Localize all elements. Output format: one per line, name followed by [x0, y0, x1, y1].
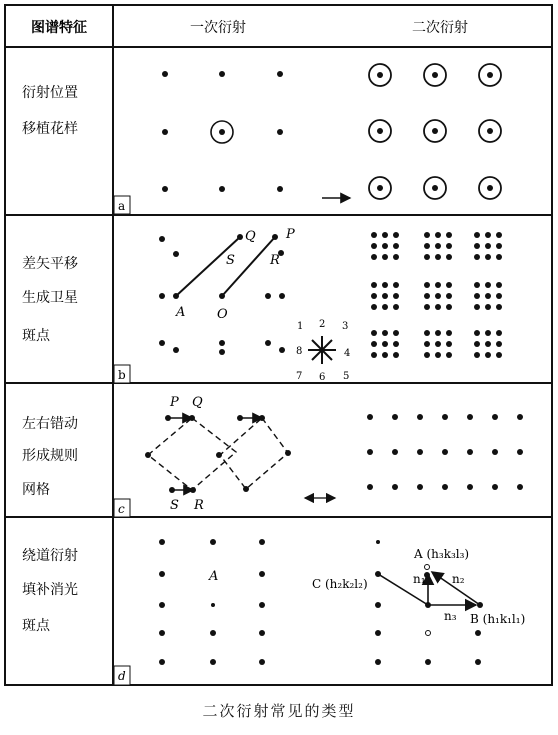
satellite-dot — [485, 232, 491, 238]
satellite-dot — [446, 254, 452, 260]
satellite-dot — [435, 304, 441, 310]
star-label-5: 5 — [343, 371, 350, 382]
label-O: O — [217, 307, 228, 322]
grid-dot — [392, 414, 398, 420]
grid-dot — [492, 449, 498, 455]
row-d-label-n1: n₁ — [413, 572, 426, 586]
row-descriptions — [22, 85, 78, 634]
grid-dot — [467, 484, 473, 490]
satellite-dot — [496, 282, 502, 288]
header-features: 图谱特征 — [31, 20, 87, 36]
satellite-dot — [393, 282, 399, 288]
satellite-dot — [446, 330, 452, 336]
satellite-dot — [496, 243, 502, 249]
satellite-dot — [371, 232, 377, 238]
satellite-dot — [371, 330, 377, 336]
satellite-dot — [474, 243, 480, 249]
satellite-dot — [371, 341, 377, 347]
satellite-dot — [485, 352, 491, 358]
satellite-dot — [382, 304, 388, 310]
grid-dot — [442, 414, 448, 420]
row-b-line3: 斑点 — [22, 328, 50, 344]
grid-dot — [442, 484, 448, 490]
satellite-dot — [424, 282, 430, 288]
satellite-dot — [435, 254, 441, 260]
row-d-line3: 斑点 — [22, 618, 50, 634]
satellite-dot — [485, 293, 491, 299]
star-label-3: 3 — [342, 321, 349, 332]
satellite-dot — [446, 293, 452, 299]
satellite-dot — [424, 232, 430, 238]
satellite-dot — [496, 254, 502, 260]
grid-dot — [417, 484, 423, 490]
satellite-dot — [485, 254, 491, 260]
satellite-dot — [393, 293, 399, 299]
star-label-7: 7 — [296, 371, 303, 382]
grid-dot — [517, 449, 523, 455]
satellite-dot — [435, 293, 441, 299]
satellite-dot — [424, 352, 430, 358]
header-first-diffraction: 一次衍射 — [190, 20, 246, 36]
satellite-dot — [496, 330, 502, 336]
satellite-dot — [424, 243, 430, 249]
satellite-dot — [393, 341, 399, 347]
satellite-dot — [474, 293, 480, 299]
row-b-line2: 生成卫星 — [22, 290, 78, 306]
satellite-dot — [474, 352, 480, 358]
grid-dot — [492, 414, 498, 420]
row-b-secondary-pattern — [371, 232, 502, 358]
satellite-dot — [424, 304, 430, 310]
star-label-8: 8 — [296, 346, 303, 357]
satellite-dot — [446, 232, 452, 238]
label-S: S — [226, 253, 235, 268]
row-d-line1: 绕道衍射 — [22, 548, 78, 564]
row-d-line2: 填补消光 — [22, 582, 78, 598]
row-d-label-A: A (h₃k₃l₃) — [414, 547, 470, 561]
star-label-1: 1 — [297, 321, 304, 332]
satellite-dot — [393, 254, 399, 260]
star-label-6: 6 — [319, 372, 326, 383]
grid-dot — [392, 484, 398, 490]
row-a-line2: 移植花样 — [22, 121, 78, 137]
satellite-dot — [435, 243, 441, 249]
grid-dot — [367, 449, 373, 455]
satellite-dot — [474, 304, 480, 310]
row-d-label-n3: n₃ — [444, 609, 457, 623]
row-b-line1: 差矢平移 — [22, 256, 78, 272]
grid-dot — [367, 414, 373, 420]
satellite-dot — [446, 243, 452, 249]
satellite-dot — [382, 330, 388, 336]
row-d-secondary-pattern — [312, 540, 525, 665]
satellite-dot — [474, 341, 480, 347]
row-c-label-S: S — [170, 498, 179, 513]
grid-dot — [467, 449, 473, 455]
satellite-dot — [485, 341, 491, 347]
satellite-dot — [496, 352, 502, 358]
row-b-satellite-star — [296, 319, 350, 383]
satellite-dot — [382, 352, 388, 358]
grid-dot — [442, 449, 448, 455]
panel-tag-a: a — [118, 199, 126, 213]
satellite-dot — [496, 304, 502, 310]
grid-dot — [417, 414, 423, 420]
satellite-dot — [382, 282, 388, 288]
satellite-dot — [371, 254, 377, 260]
satellite-dot — [474, 254, 480, 260]
grid-dot — [392, 449, 398, 455]
satellite-dot — [393, 352, 399, 358]
satellite-dot — [496, 341, 502, 347]
row-a-line1: 衍射位置 — [22, 85, 78, 101]
row-d-primary-pattern — [159, 539, 265, 665]
row-b-primary-pattern — [159, 234, 285, 355]
row-c-primary-pattern — [145, 395, 291, 513]
satellite-dot — [393, 304, 399, 310]
figure-caption: 二次衍射常见的类型 — [202, 702, 356, 720]
satellite-dot — [435, 330, 441, 336]
row-d-label-A-first: A — [209, 569, 219, 584]
label-R: R — [270, 253, 280, 268]
satellite-dot — [371, 293, 377, 299]
satellite-dot — [393, 243, 399, 249]
satellite-dot — [424, 330, 430, 336]
satellite-dot — [382, 254, 388, 260]
satellite-dot — [435, 232, 441, 238]
panel-tag-b: b — [118, 368, 126, 382]
label-Q: Q — [245, 229, 256, 244]
satellite-dot — [446, 341, 452, 347]
grid-dot — [517, 414, 523, 420]
row-d-label-C: C (h₂k₂l₂) — [312, 577, 368, 591]
row-a-primary-pattern — [162, 71, 283, 192]
satellite-dot — [474, 282, 480, 288]
satellite-dot — [446, 304, 452, 310]
row-d-label-B: B (h₁k₁l₁) — [470, 612, 526, 626]
satellite-dot — [485, 304, 491, 310]
satellite-dot — [435, 352, 441, 358]
satellite-dot — [496, 232, 502, 238]
satellite-dot — [382, 293, 388, 299]
label-P: P — [286, 227, 295, 242]
row-c-line2: 形成规则 — [22, 448, 78, 464]
row-c-line3: 网格 — [22, 482, 50, 498]
row-a-secondary-pattern — [369, 64, 501, 199]
satellite-dot — [446, 352, 452, 358]
row-c-label-Q: Q — [192, 395, 203, 410]
grid-dot — [492, 484, 498, 490]
satellite-dot — [485, 330, 491, 336]
satellite-dot — [485, 243, 491, 249]
panel-tag-c: c — [118, 502, 125, 516]
grid-dot — [417, 449, 423, 455]
grid-dot — [367, 484, 373, 490]
row-c-line1: 左右错动 — [22, 416, 78, 432]
satellite-dot — [424, 254, 430, 260]
panel-tag-d: d — [118, 669, 126, 683]
table-grid — [5, 5, 552, 685]
grid-dot — [467, 414, 473, 420]
satellite-dot — [371, 304, 377, 310]
star-label-2: 2 — [319, 319, 326, 330]
satellite-dot — [435, 341, 441, 347]
satellite-dot — [474, 232, 480, 238]
panel-tags — [114, 196, 130, 685]
satellite-dot — [371, 243, 377, 249]
row-d-label-n2: n₂ — [452, 572, 465, 586]
satellite-dot — [371, 352, 377, 358]
satellite-dot — [424, 293, 430, 299]
satellite-dot — [382, 243, 388, 249]
grid-dot — [517, 484, 523, 490]
satellite-dot — [485, 282, 491, 288]
row-c-secondary-pattern — [367, 414, 523, 490]
satellite-dot — [382, 232, 388, 238]
satellite-dot — [496, 293, 502, 299]
satellite-dot — [474, 330, 480, 336]
header-second-diffraction: 二次衍射 — [412, 20, 468, 36]
row-c-label-R: R — [194, 498, 204, 513]
satellite-dot — [435, 282, 441, 288]
satellite-dot — [424, 341, 430, 347]
star-label-4: 4 — [344, 348, 351, 359]
satellite-dot — [393, 232, 399, 238]
satellite-dot — [371, 282, 377, 288]
satellite-dot — [446, 282, 452, 288]
label-A: A — [176, 305, 186, 320]
row-c-label-P: P — [170, 395, 179, 410]
satellite-dot — [393, 330, 399, 336]
satellite-dot — [382, 341, 388, 347]
